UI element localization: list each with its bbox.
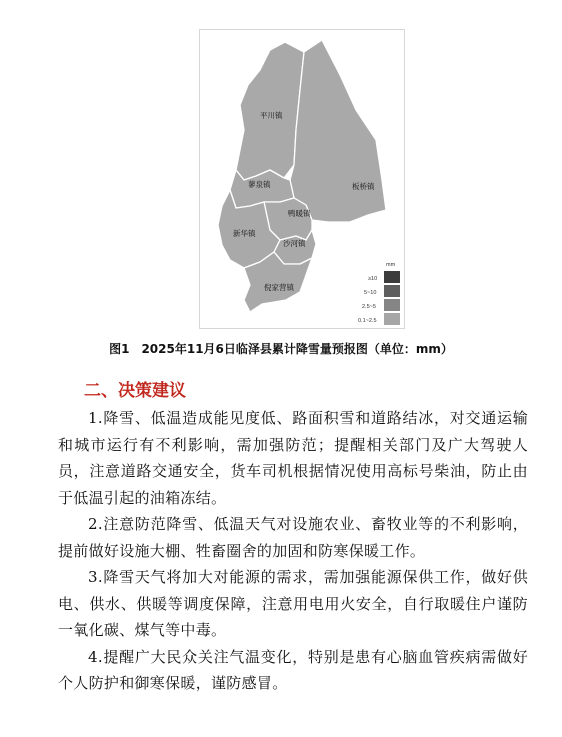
section-heading: 二、决策建议: [84, 381, 186, 401]
legend-unit: mm: [386, 262, 396, 268]
label-banqiao: 板桥镇: [352, 182, 375, 191]
paragraph-3: 3.降雪天气将加大对能源的需求，需加强能源保供工作，做好供电、供水、供暖等调度保障，注意用电用火安全，自行取暖住户谨防一氧化碳、煤气等中毒。: [58, 568, 528, 639]
legend-label-1: 5~10: [364, 290, 377, 296]
legend-swatch-2: [384, 299, 400, 311]
region-banqiao: [290, 40, 386, 222]
legend-swatch-1: [384, 285, 400, 297]
snowfall-forecast-map: [199, 29, 405, 329]
legend-swatch-3: [384, 313, 400, 325]
label-liaoquan: 蓼泉镇: [248, 180, 271, 189]
label-shahe: 沙河镇: [283, 239, 306, 248]
label-yanuan: 鸭暖镇: [288, 209, 311, 218]
county-map-svg: [200, 30, 406, 330]
figure-caption: 图1 2025年11月6日临泽县累计降雪量预报图（单位：mm）: [109, 342, 453, 356]
paragraph-4: 4.提醒广大民众关注气温变化，特别是患有心脑血管疾病需做好个人防护和御寒保暖，谨防感冒。: [58, 647, 528, 692]
label-pingchuan: 平川镇: [260, 111, 283, 120]
legend-label-3: 0.1~2.5: [358, 318, 377, 324]
label-xinhua: 新华镇: [233, 229, 256, 238]
paragraph-2: 2.注意防范降雪、低温天气对设施农业、畜牧业等的不利影响，提前做好设施大棚、牲畜圈舍的加固和防寒保暖工作。: [58, 515, 528, 560]
label-nijiaying: 倪家营镇: [264, 283, 294, 292]
legend-label-0: ≥10: [368, 276, 378, 282]
legend-label-2: 2.5~5: [362, 304, 376, 310]
recommendations-body: [58, 405, 528, 697]
paragraph-1: 1.降雪、低温造成能见度低、路面积雪和道路结冰，对交通运输和城市运行有不利影响，需加强防范；提醒相关部门及广大驾驶人员，注意道路交通安全，货车司机根据情况使用高标号柴油，防止由于低温引起的油箱冻结。: [58, 409, 528, 507]
map-legend: [358, 262, 400, 325]
legend-swatch-0: [384, 271, 400, 283]
